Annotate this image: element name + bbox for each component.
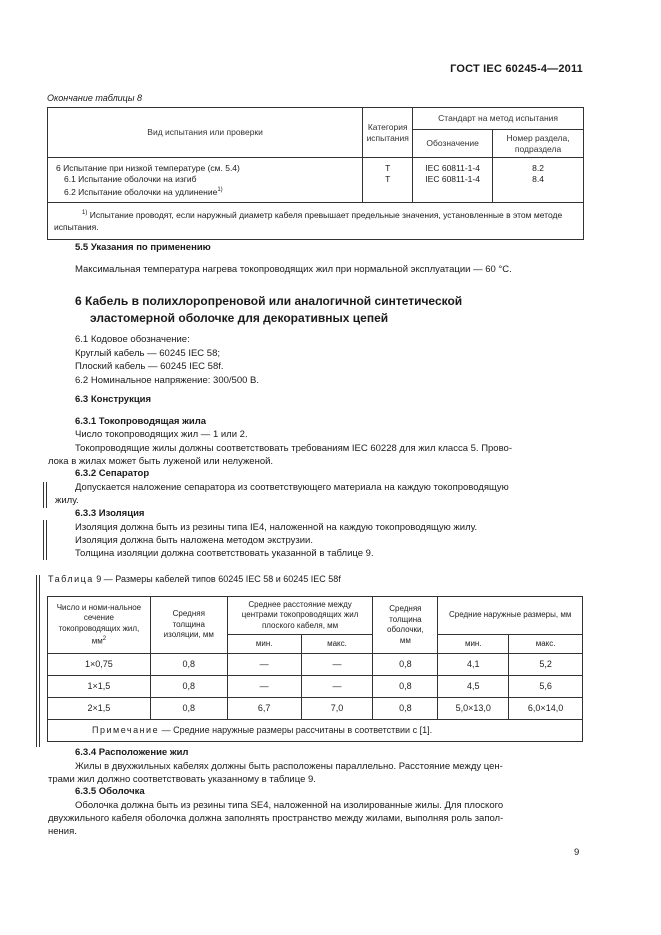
section-6-3-1-text-b1: Токопроводящие жилы должны соответствовать требованиям IEC 60228 для жил класса 5. Прово- (75, 443, 512, 454)
section-6-text: 6.1 Кодовое обозначение: Круглый кабель — 60245 IEC 58; Плоский кабель — 60245 IEC 58f. 6.2 Номинальное напряжение: 300/500 В. (75, 334, 260, 386)
row-designation: IEC 60811-1-4 (425, 163, 480, 173)
th-insulation: Средняя толщина изоляции, мм (150, 597, 227, 654)
row-category: T (385, 174, 391, 184)
revision-bar (39, 575, 40, 747)
table-row: 2×1,5 0,8 6,7 7,0 0,8 5,0×13,0 6,0×14,0 (48, 698, 583, 720)
revision-bar (43, 482, 44, 508)
row-category: T (385, 163, 391, 173)
section-5-5-text: Максимальная температура нагрева токопроводящих жил при нормальной эксплуатации — 60 °С. (75, 264, 512, 275)
table-row: 1×0,75 0,8 — — 0,8 4,1 5,2 (48, 654, 583, 676)
th-standard: Стандарт на метод испытания (413, 108, 584, 130)
section-6-3-1-text-a: Число токопроводящих жил — 1 или 2. (75, 429, 248, 440)
section-6-3-5-text-1: Оболочка должна быть из резины типа SE4, наложенной на изолированные жилы. Для плоского (75, 800, 504, 811)
table-8 (47, 107, 584, 240)
th-outer-min: мин. (438, 635, 509, 654)
row-test: 6 Испытание при низкой температуре (см. 5.4) (56, 163, 240, 173)
section-6-3-2-heading: 6.3.2 Сепаратор (75, 468, 150, 479)
section-6-3-3-text-b: Изоляция должна быть наложена методом экструзии. (75, 535, 313, 546)
section-6-3-heading: 6.3 Конструкция (75, 394, 152, 405)
section-6-3-2-text-b: жилу. (55, 495, 79, 506)
th-dist-min: мин. (227, 635, 301, 654)
section-6-3-5-text-2: двухжильного кабеля оболочка должна заполнять пространство между жилами, выполняя роль запол- (48, 813, 504, 824)
section-6-3-4-text-1: Жилы в двухжильных кабелях должны быть расположены параллельно. Расстояние между цен- (75, 761, 503, 772)
th-outer: Средние наружные размеры, мм (438, 597, 583, 635)
th-dist-max: макс. (301, 635, 373, 654)
th-category: Категория испытания (363, 108, 413, 158)
section-6-3-5-text-3: нения. (48, 826, 77, 837)
section-6-3-3-text-c: Толщина изоляции должна соответствовать указанной в таблице 9. (75, 548, 374, 559)
document-header: ГОСТ IEC 60245-4—2011 (450, 63, 583, 75)
th-section: Номер раздела, подраздела (493, 130, 584, 158)
row-test: 6.1 Испытание оболочки на изгиб (64, 174, 197, 184)
th-designation: Обозначение (413, 130, 493, 158)
section-6-3-4-text-2: трами жил должно соответствовать указанному в таблице 9. (48, 774, 316, 785)
th-test-type: Вид испытания или проверки (48, 108, 363, 158)
page-number: 9 (574, 847, 580, 858)
th-distance: Среднее расстояние между центрами токопроводящих жил плоского кабеля, мм (227, 597, 373, 635)
th-outer-max: макс. (509, 635, 583, 654)
section-6-3-1-heading: 6.3.1 Токопроводящая жила (75, 416, 207, 427)
row-test: 6.2 Испытание оболочки на удлинение$^{1)}$ (64, 186, 223, 197)
revision-bar (46, 482, 47, 508)
table8-footnote: $^{1)}$ Испытание проводят, если наружный диаметр кабеля превышает предельные значения, установленные в этом методе испытания. (48, 202, 584, 239)
row-section: 8.2 (532, 163, 544, 173)
table8-caption: Окончание таблицы 8 (47, 93, 142, 103)
revision-bar (46, 520, 47, 560)
section-6-3-4-heading: 6.3.4 Расположение жил (75, 747, 189, 758)
section-6-3-3-heading: 6.3.3 Изоляция (75, 508, 145, 519)
table-9 (47, 596, 583, 742)
section-6-3-5-heading: 6.3.5 Оболочка (75, 786, 145, 797)
section-5-5-heading: 5.5 Указания по применению (75, 242, 211, 253)
section-6-heading: 6 Кабель в полихлоропреновой или аналогичной синтетической эластомерной оболочке для декоративных цепей (75, 294, 463, 325)
revision-bar (43, 520, 44, 560)
table-row: 1×1,5 0,8 — — 0,8 4,5 5,6 (48, 676, 583, 698)
table-row (48, 158, 584, 203)
table9-note: Примечание — Средние наружные размеры рассчитаны в соответствии с [1]. (48, 720, 583, 742)
row-designation: IEC 60811-1-4 (425, 174, 480, 184)
row-section: 8.4 (532, 174, 544, 184)
section-6-3-3-text-a: Изоляция должна быть из резины типа IE4, наложенной на каждую токопроводящую жилу. (75, 522, 478, 533)
th-sheath: Средняя толщина оболочки, мм (373, 597, 438, 654)
th-cores: Число и номи-нальное сечение токопроводящих жил, $мм^2$ (48, 597, 151, 654)
section-6-3-2-text-a: Допускается наложение сепаратора из соответствующего материала на каждую токопроводящую (75, 482, 509, 493)
section-6-3-1-text-b2: лока в жилах может быть луженой или нелуженой. (48, 456, 274, 467)
revision-bar (36, 575, 37, 747)
table9-caption: Таблица 9 — Размеры кабелей типов 60245 IEC 58 и 60245 IEC 58f (48, 574, 341, 584)
